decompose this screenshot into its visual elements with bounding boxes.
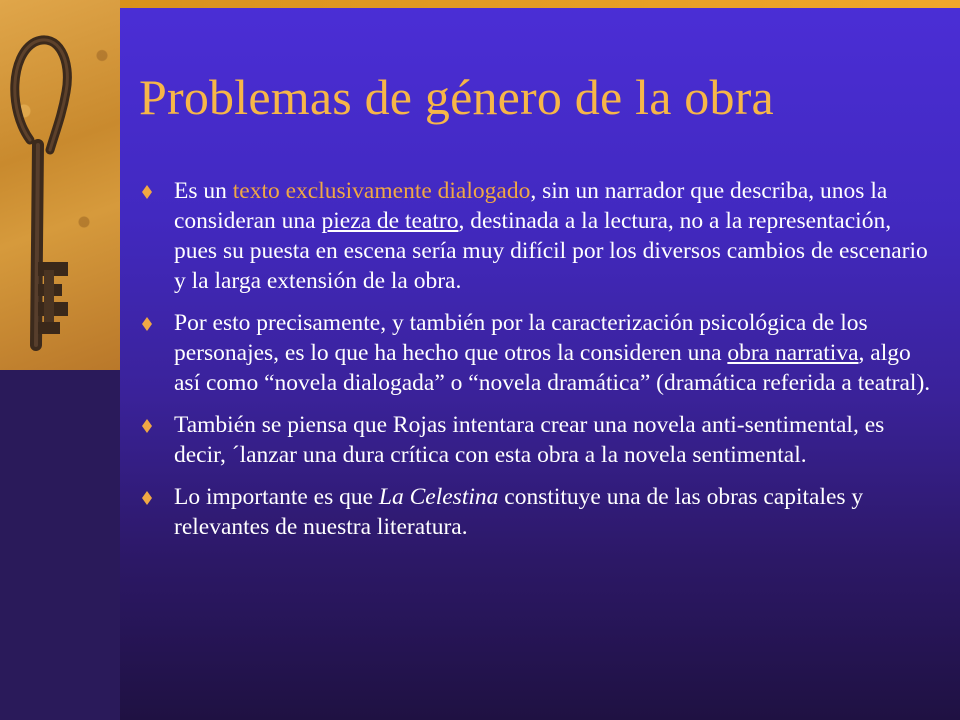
diamond-bullet-icon	[142, 185, 152, 199]
bullet-text: Lo importante es que	[174, 484, 379, 510]
bullet-text: También se piensa que Rojas intentara crear una novela anti-sentimental, es decir, ´lanzar una dura crítica con esta obra a la novela sentimental.	[174, 412, 885, 468]
diamond-bullet-icon	[142, 491, 152, 505]
left-strip	[0, 370, 120, 720]
bullet-text: , algo así como “novela dialogada” o “novela dramática” (dramática referida a teatral).	[174, 340, 931, 396]
bullet-underlined-term: pieza de teatro	[321, 208, 459, 234]
bullet-italic-title: La Celestina	[378, 484, 499, 510]
diamond-bullet-icon	[142, 317, 152, 331]
diamond-bullet-icon	[142, 419, 152, 433]
top-border	[120, 0, 960, 8]
bullet-text: Por esto precisamente, y también por la caracterización psicológica de los personajes, es lo que ha hecho que otros la consideren una	[174, 310, 868, 366]
bullet-item	[140, 410, 940, 470]
key-image	[0, 0, 120, 370]
bullet-text: constituye una de las obras capitales y relevantes de nuestra literatura.	[174, 484, 864, 540]
bullet-underlined-term: obra narrativa	[727, 340, 859, 366]
bullet-list	[140, 176, 940, 554]
bullet-highlight: texto exclusivamente dialogado	[232, 178, 531, 204]
bullet-item	[140, 176, 940, 296]
bullet-text: , destinada a la lectura, no a la representación, pues su puesta en escena sería muy difícil por los diversos cambios de escenario y la larga extensión de la obra.	[174, 208, 928, 294]
bullet-item	[140, 482, 940, 542]
slide-title: Problemas de género de la obra	[139, 69, 774, 125]
bullet-item	[140, 308, 940, 398]
bullet-text: Es un	[174, 178, 233, 204]
bullet-text: , sin un narrador que describa, unos la consideran una	[174, 178, 888, 234]
old-key-icon	[0, 0, 120, 370]
